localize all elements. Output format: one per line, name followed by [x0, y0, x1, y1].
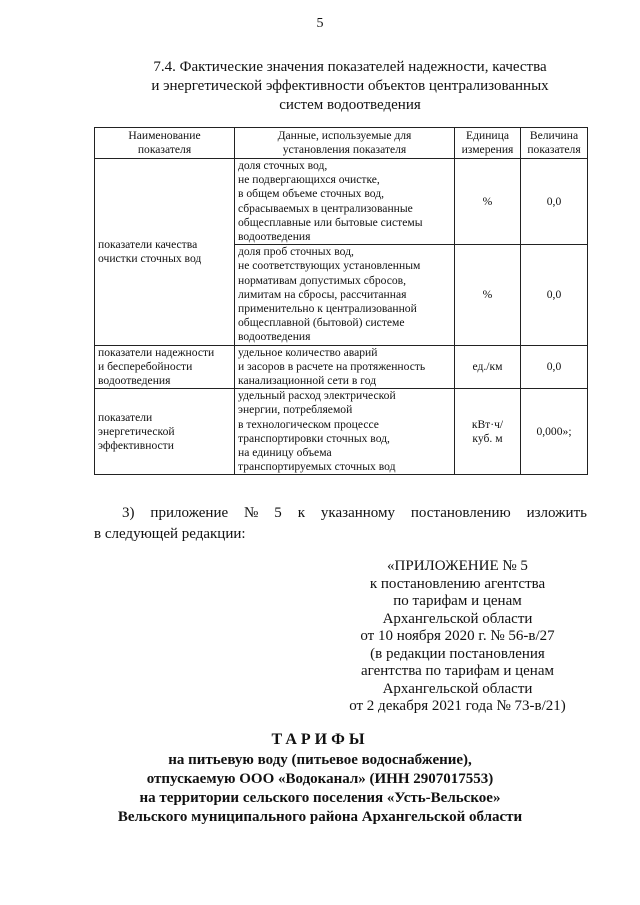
description-line: не соответствующих установленным	[238, 259, 421, 273]
description-line: канализационной сети в год	[238, 374, 377, 388]
value-cell: 0,0	[521, 159, 588, 245]
paragraph-item-3	[94, 503, 587, 545]
appendix-header	[330, 558, 585, 716]
heading-line: и энергетической эффективности объектов централизованных	[151, 78, 549, 94]
unit-line: ед./км	[472, 359, 503, 373]
appendix-line: агентства по тарифам и ценам	[360, 663, 554, 679]
description-line: нормативам допустимых сбросов,	[238, 273, 407, 287]
appendix-line: «ПРИЛОЖЕНИЕ № 5	[387, 558, 528, 574]
tariffs-title: ТАРИФЫ	[271, 731, 369, 748]
description-line: транспортируемых сточных вод	[238, 460, 396, 474]
value-cell: 0,0	[521, 345, 588, 389]
paragraph-word: 5	[274, 505, 282, 521]
unit-line: куб. м	[472, 431, 503, 445]
header-name: Наименование показателя	[95, 128, 235, 159]
indicators-table	[94, 127, 588, 475]
description-line: на единицу объема	[238, 446, 332, 460]
indicator-name-cell	[95, 389, 235, 475]
appendix-line: Архангельской области	[382, 680, 533, 697]
appendix-line: (в редакции постановления	[370, 645, 545, 662]
description-line: энергии, потребляемой	[238, 403, 353, 417]
unit-line: %	[482, 194, 493, 208]
table-header-row	[95, 128, 588, 159]
indicator-name-line: и бесперебойности	[98, 359, 193, 373]
appendix-line: от 10 ноября 2020 г. № 56-в/27	[360, 628, 555, 644]
paragraph-line-2: в следующей редакции:	[94, 526, 246, 542]
appendix-line: по тарифам и ценам	[393, 593, 522, 609]
appendix-line: Архангельской области	[382, 610, 533, 627]
header-unit: Единица измерения	[455, 128, 521, 159]
table-body	[95, 159, 588, 475]
tariffs-line: Вельского муниципального района Архангельской области	[117, 809, 523, 825]
indicator-name-cell	[95, 345, 235, 389]
indicator-name-line: показатели	[98, 410, 153, 424]
description-line: доля проб сточных вод,	[238, 245, 354, 259]
indicator-name-line: водоотведения	[98, 374, 171, 388]
description-line: в общем объеме сточных вод,	[238, 187, 385, 201]
heading-line: 7.4. Фактические значения показателей надежности, качества	[153, 59, 547, 75]
unit-cell	[455, 345, 521, 389]
appendix-line: от 2 декабря 2021 года № 73-в/21)	[349, 698, 566, 714]
paragraph-word: постановлению	[410, 505, 511, 521]
indicator-description-cell	[235, 245, 455, 345]
section-heading	[120, 58, 580, 115]
tariffs-line: отпускаемую ООО «Водоканал» (ИНН 2907017553)	[146, 771, 494, 787]
indicator-name-line: эффективности	[98, 438, 174, 452]
description-line: общесплавной (бытовой) системе	[238, 316, 405, 330]
table-row	[95, 389, 588, 475]
unit-line: кВт·ч/	[471, 417, 504, 431]
indicator-name-line: энергетической	[98, 424, 175, 438]
paragraph-line-1	[94, 503, 587, 524]
page-number: 5	[316, 16, 324, 31]
description-line: не подвергающихся очистке,	[238, 173, 380, 187]
description-line: в технологическом процессе	[238, 417, 379, 431]
description-line: лимитам на сбросы, рассчитанная	[238, 287, 407, 301]
description-line: сбрасываемых в централизованные	[238, 201, 413, 215]
indicator-name-line: очистки сточных вод	[98, 251, 202, 265]
appendix-line: к постановлению агентства	[369, 575, 546, 592]
indicator-description-cell	[235, 159, 455, 245]
indicator-description-cell	[235, 389, 455, 475]
indicator-name-line: показатели надежности	[98, 345, 215, 359]
description-line: удельное количество аварий	[238, 345, 378, 359]
value-cell: 0,0	[521, 245, 588, 345]
description-line: и засоров в расчете на протяженность	[238, 359, 426, 373]
description-line: применительно к централизованной	[238, 302, 417, 316]
value-cell: 0,000»;	[521, 389, 588, 475]
paragraph-word: 3)	[122, 505, 135, 521]
description-line: водоотведения	[238, 330, 311, 344]
header-data: Данные, используемые для установления показателя	[235, 128, 455, 159]
description-line: водоотведения	[238, 230, 311, 244]
tariffs-title-block	[80, 729, 560, 827]
indicator-name-cell	[95, 159, 235, 346]
paragraph-word: приложение	[150, 505, 229, 521]
heading-line: систем водоотведения	[279, 97, 421, 113]
indicator-description-cell	[235, 345, 455, 389]
header-value: Величина показателя	[521, 128, 588, 159]
paragraph-word: изложить	[526, 505, 587, 521]
table-row	[95, 159, 588, 245]
table-row	[95, 345, 588, 389]
unit-cell	[455, 389, 521, 475]
unit-line: %	[482, 287, 493, 301]
description-line: общесплавные или бытовые системы	[238, 215, 423, 229]
description-line: удельный расход электрической	[238, 389, 396, 403]
paragraph-word: к	[297, 505, 305, 521]
tariffs-line: на территории сельского поселения «Усть-Вельское»	[139, 790, 501, 806]
unit-cell	[455, 245, 521, 345]
unit-cell	[455, 159, 521, 245]
paragraph-word: указанному	[320, 505, 395, 521]
indicator-name-line: показатели качества	[98, 237, 198, 251]
description-line: транспортировки сточных вод,	[238, 431, 390, 445]
tariffs-line: на питьевую воду (питьевое водоснабжение),	[168, 752, 472, 768]
description-line: доля сточных вод,	[238, 159, 328, 172]
paragraph-word: №	[244, 505, 259, 521]
